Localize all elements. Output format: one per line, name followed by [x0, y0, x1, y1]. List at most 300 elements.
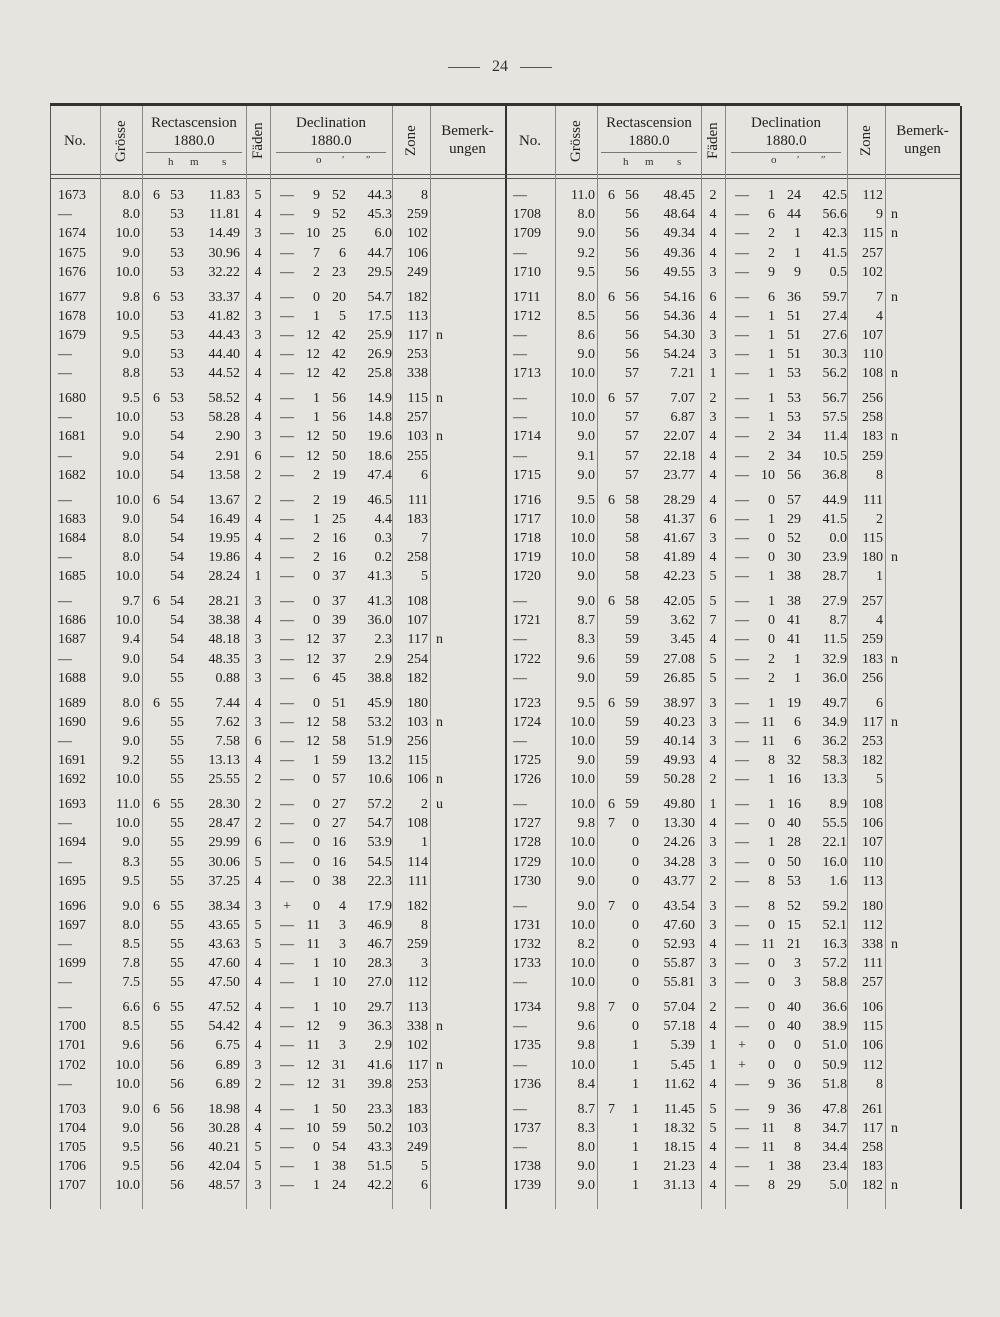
cell-dec-sign: — — [735, 835, 749, 851]
table-row — [50, 408, 505, 428]
cell-magnitude: 10.0 — [115, 772, 140, 788]
cell-number: 1696 — [58, 898, 86, 914]
cell-magnitude: 9.5 — [577, 492, 595, 508]
cell-ra-seconds: 13.30 — [663, 816, 695, 832]
cell-dec-sign: — — [735, 264, 749, 280]
cell-dec-sign: — — [280, 873, 294, 889]
cell-threads: 3 — [254, 632, 262, 648]
cell-zone: 259 — [407, 936, 428, 952]
table-row — [505, 872, 960, 892]
cell-dec-seconds: 14.8 — [367, 410, 392, 426]
cell-ra-minutes: 56 — [625, 188, 639, 203]
cell-number: 1715 — [513, 467, 541, 483]
cell-number: — — [513, 898, 527, 914]
cell-dec-seconds: 38.8 — [367, 670, 392, 686]
cell-dec-seconds: 59.7 — [822, 289, 847, 305]
header-groesse: Grösse — [113, 120, 129, 162]
cell-magnitude: 8.7 — [577, 613, 595, 629]
cell-dec-degrees: 1 — [768, 797, 775, 812]
cell-ra-hours: 6 — [153, 898, 160, 914]
cell-dec-sign: — — [280, 448, 294, 464]
cell-zone: 112 — [862, 1057, 883, 1073]
table-row — [50, 263, 505, 283]
cell-dec-seconds: 42.2 — [367, 1178, 392, 1194]
cell-dec-seconds: 36.0 — [367, 613, 392, 629]
cell-number: — — [513, 410, 527, 426]
cell-threads: 4 — [254, 347, 262, 363]
cell-threads: 4 — [254, 530, 262, 546]
cell-dec-sign: — — [280, 530, 294, 546]
cell-ra-seconds: 41.82 — [208, 308, 240, 324]
cell-dec-sign: — — [735, 873, 749, 889]
cell-number: 1729 — [513, 854, 541, 870]
header-dec-unit-deg: o — [316, 154, 322, 166]
cell-dec-seconds: 38.9 — [822, 1019, 847, 1035]
cell-dec-minutes: 16 — [332, 550, 346, 566]
header-bemerkungen-1: Bemerk- — [441, 123, 494, 139]
cell-dec-minutes: 16 — [787, 797, 801, 812]
cell-dec-sign: — — [280, 1019, 294, 1035]
cell-dec-minutes: 31 — [332, 1076, 346, 1092]
cell-dec-seconds: 53.9 — [367, 835, 392, 851]
cell-dec-minutes: 16 — [332, 854, 346, 870]
cell-number: 1722 — [513, 651, 541, 667]
cell-number: — — [513, 245, 527, 261]
cell-dec-seconds: 11.4 — [823, 429, 847, 445]
table-row — [50, 427, 505, 447]
table-row — [50, 954, 505, 974]
cell-ra-minutes: 0 — [632, 898, 639, 914]
cell-dec-minutes: 10 — [332, 975, 346, 991]
cell-threads: 4 — [254, 1000, 262, 1015]
cell-ra-minutes: 55 — [170, 753, 184, 769]
cell-dec-sign: — — [280, 429, 294, 445]
cell-dec-minutes: 41 — [787, 613, 801, 629]
cell-dec-seconds: 41.3 — [367, 569, 392, 585]
cell-dec-sign: — — [280, 492, 294, 508]
cell-magnitude: 10.0 — [570, 550, 595, 566]
cell-dec-degrees: 2 — [313, 550, 320, 566]
table-row — [50, 326, 505, 346]
cell-magnitude: 8.0 — [577, 207, 595, 223]
cell-ra-minutes: 53 — [170, 327, 184, 343]
cell-dec-sign: — — [735, 670, 749, 686]
cell-number: 1692 — [58, 772, 86, 788]
cell-number: 1714 — [513, 429, 541, 445]
cell-ra-seconds: 6.89 — [215, 1057, 240, 1073]
table-row — [505, 1157, 960, 1177]
cell-ra-minutes: 55 — [170, 1000, 184, 1015]
cell-ra-seconds: 30.06 — [208, 854, 240, 870]
cell-zone: 117 — [862, 1120, 883, 1136]
cell-magnitude: 10.0 — [570, 797, 595, 812]
cell-dec-minutes: 58 — [332, 714, 346, 730]
cell-dec-minutes: 21 — [787, 936, 801, 952]
table-row — [505, 408, 960, 428]
cell-threads: 5 — [254, 188, 262, 203]
cell-ra-seconds: 13.58 — [208, 467, 240, 483]
cell-dec-degrees: 2 — [313, 492, 320, 508]
cell-zone: 117 — [407, 327, 428, 343]
cell-ra-seconds: 38.38 — [208, 613, 240, 629]
cell-dec-degrees: 0 — [768, 854, 775, 870]
cell-number: 1733 — [513, 956, 541, 972]
cell-remark: n — [891, 550, 898, 566]
cell-ra-minutes: 59 — [625, 695, 639, 711]
table-row — [50, 529, 505, 549]
cell-zone: 182 — [407, 898, 428, 914]
cell-ra-seconds: 3.45 — [670, 632, 695, 648]
cell-remark: n — [436, 714, 443, 730]
cell-threads: 3 — [709, 733, 717, 749]
table-row — [505, 1100, 960, 1120]
cell-number: 1679 — [58, 327, 86, 343]
table-row — [50, 592, 505, 612]
cell-dec-minutes: 38 — [787, 594, 801, 609]
cell-threads: 3 — [709, 956, 717, 972]
cell-ra-minutes: 59 — [625, 772, 639, 788]
cell-threads: 4 — [709, 1076, 717, 1092]
cell-ra-minutes: 53 — [170, 226, 184, 242]
cell-magnitude: 9.0 — [577, 1159, 595, 1175]
cell-dec-seconds: 47.4 — [367, 467, 392, 483]
cell-dec-seconds: 57.2 — [822, 956, 847, 972]
cell-threads: 4 — [254, 207, 262, 223]
cell-remark: n — [891, 651, 898, 667]
cell-dec-minutes: 51 — [787, 308, 801, 324]
cell-ra-seconds: 54.36 — [663, 308, 695, 324]
cell-magnitude: 9.5 — [122, 1159, 140, 1175]
cell-ra-seconds: 40.23 — [663, 714, 695, 730]
cell-dec-degrees: 11 — [306, 936, 320, 952]
cell-threads: 5 — [254, 854, 262, 870]
cell-dec-seconds: 39.8 — [367, 1076, 392, 1092]
cell-threads: 4 — [254, 695, 262, 711]
cell-remark: u — [436, 797, 443, 812]
cell-threads: 7 — [709, 613, 717, 629]
cell-dec-degrees: 11 — [761, 936, 775, 952]
cell-ra-seconds: 16.49 — [208, 511, 240, 527]
cell-ra-hours: 6 — [608, 492, 615, 508]
cell-threads: 3 — [709, 835, 717, 851]
cell-number: 1724 — [513, 714, 541, 730]
cell-threads: 5 — [254, 1139, 262, 1155]
cell-zone: 183 — [407, 511, 428, 527]
cell-ra-seconds: 47.52 — [208, 1000, 240, 1015]
cell-ra-seconds: 54.42 — [208, 1019, 240, 1035]
cell-dec-sign: — — [735, 714, 749, 730]
cell-zone: 257 — [862, 245, 883, 261]
cell-dec-degrees: 0 — [768, 956, 775, 972]
cell-number: — — [513, 632, 527, 648]
cell-magnitude: 9.5 — [122, 327, 140, 343]
cell-dec-degrees: 1 — [768, 391, 775, 406]
table-row — [505, 1176, 960, 1196]
cell-dec-degrees: 12 — [306, 1019, 320, 1035]
cell-dec-seconds: 0.2 — [374, 550, 392, 566]
cell-dec-minutes: 0 — [794, 1038, 801, 1054]
cell-remark: n — [891, 714, 898, 730]
cell-dec-degrees: 1 — [313, 308, 320, 324]
cell-number: — — [513, 1019, 527, 1035]
cell-dec-seconds: 51.0 — [822, 1038, 847, 1054]
cell-dec-degrees: 2 — [768, 670, 775, 686]
cell-ra-seconds: 28.21 — [208, 594, 240, 609]
cell-threads: 3 — [254, 308, 262, 324]
cell-threads: 1 — [709, 1038, 717, 1054]
cell-dec-minutes: 1 — [794, 226, 801, 242]
cell-dec-sign: — — [280, 956, 294, 972]
cell-zone: 102 — [862, 264, 883, 280]
cell-ra-minutes: 56 — [625, 308, 639, 324]
cell-number: — — [513, 1101, 527, 1117]
cell-dec-sign: — — [735, 410, 749, 426]
cell-ra-minutes: 57 — [625, 391, 639, 406]
cell-dec-seconds: 10.6 — [367, 772, 392, 788]
cell-threads: 4 — [254, 264, 262, 280]
cell-ra-seconds: 48.45 — [663, 188, 695, 203]
cell-dec-seconds: 27.9 — [822, 594, 847, 609]
cell-magnitude: 10.0 — [570, 917, 595, 933]
cell-threads: 4 — [254, 550, 262, 566]
cell-number: — — [58, 492, 72, 508]
cell-number: 1703 — [58, 1101, 86, 1117]
cell-magnitude: 10.0 — [115, 264, 140, 280]
cell-magnitude: 9.8 — [577, 816, 595, 832]
cell-ra-minutes: 54 — [170, 467, 184, 483]
table-row — [50, 897, 505, 917]
cell-zone: 4 — [876, 308, 883, 324]
cell-number: 1717 — [513, 511, 541, 527]
table-row — [50, 1138, 505, 1158]
cell-dec-sign: — — [735, 936, 749, 952]
cell-ra-minutes: 54 — [170, 448, 184, 464]
cell-ra-seconds: 11.81 — [209, 207, 240, 223]
cell-dec-seconds: 27.0 — [367, 975, 392, 991]
cell-remark: n — [891, 366, 898, 382]
cell-dec-degrees: 0 — [768, 1019, 775, 1035]
cell-ra-seconds: 11.62 — [664, 1076, 695, 1092]
cell-magnitude: 9.0 — [122, 1120, 140, 1136]
cell-zone: 180 — [407, 695, 428, 711]
table-row — [505, 307, 960, 327]
cell-dec-minutes: 34 — [787, 429, 801, 445]
cell-magnitude: 10.0 — [570, 975, 595, 991]
cell-dec-seconds: 1.6 — [829, 873, 847, 889]
cell-dec-minutes: 51 — [332, 695, 346, 711]
cell-dec-seconds: 51.9 — [367, 733, 392, 749]
cell-remark: n — [891, 1178, 898, 1194]
cell-dec-degrees: 1 — [768, 511, 775, 527]
cell-dec-seconds: 42.5 — [822, 188, 847, 203]
cell-threads: 4 — [709, 207, 717, 223]
cell-number: — — [58, 448, 72, 464]
cell-zone: 108 — [407, 594, 428, 609]
cell-magnitude: 8.5 — [577, 308, 595, 324]
cell-ra-hours: 6 — [608, 797, 615, 812]
cell-magnitude: 8.0 — [122, 188, 140, 203]
cell-zone: 103 — [407, 714, 428, 730]
cell-dec-degrees: 12 — [306, 429, 320, 445]
header-ra-epoch: 1880.0 — [173, 133, 215, 149]
cell-ra-seconds: 28.30 — [208, 797, 240, 812]
cell-magnitude: 8.4 — [577, 1076, 595, 1092]
cell-threads: 3 — [254, 226, 262, 242]
cell-number: 1725 — [513, 753, 541, 769]
cell-magnitude: 9.2 — [577, 245, 595, 261]
table-row — [505, 466, 960, 486]
cell-zone: 106 — [862, 816, 883, 832]
table-row — [505, 567, 960, 587]
cell-ra-minutes: 56 — [170, 1101, 184, 1117]
cell-dec-sign: — — [735, 1000, 749, 1015]
cell-magnitude: 10.0 — [570, 410, 595, 426]
cell-zone: 111 — [408, 873, 428, 889]
cell-dec-seconds: 30.3 — [822, 347, 847, 363]
cell-dec-degrees: 1 — [313, 975, 320, 991]
cell-zone: 182 — [862, 753, 883, 769]
cell-ra-minutes: 55 — [170, 733, 184, 749]
cell-zone: 256 — [407, 733, 428, 749]
cell-threads: 3 — [709, 347, 717, 363]
cell-threads: 5 — [254, 1159, 262, 1175]
cell-dec-sign: — — [280, 714, 294, 730]
cell-magnitude: 10.0 — [115, 1057, 140, 1073]
header-bemerkungen-2: ungen — [904, 141, 941, 157]
cell-ra-minutes: 55 — [170, 695, 184, 711]
cell-ra-seconds: 29.99 — [208, 835, 240, 851]
cell-dec-degrees: 0 — [313, 289, 320, 305]
cell-magnitude: 8.3 — [577, 632, 595, 648]
cell-magnitude: 10.0 — [570, 854, 595, 870]
cell-dec-minutes: 8 — [794, 1139, 801, 1155]
cell-dec-degrees: 11 — [761, 733, 775, 749]
cell-number: 1694 — [58, 835, 86, 851]
table-row — [505, 973, 960, 993]
cell-dec-minutes: 50 — [332, 1101, 346, 1117]
cell-ra-minutes: 0 — [632, 1019, 639, 1035]
cell-ra-hours: 7 — [608, 1101, 615, 1117]
cell-dec-seconds: 51.8 — [822, 1076, 847, 1092]
cell-dec-seconds: 36.3 — [367, 1019, 392, 1035]
cell-dec-seconds: 50.2 — [367, 1120, 392, 1136]
table-row — [505, 491, 960, 511]
cell-zone: 108 — [407, 816, 428, 832]
cell-number: — — [513, 797, 527, 812]
cell-dec-seconds: 54.7 — [367, 289, 392, 305]
cell-dec-degrees: 8 — [768, 898, 775, 914]
cell-magnitude: 9.0 — [122, 429, 140, 445]
table-row — [50, 732, 505, 752]
cell-dec-degrees: 1 — [313, 1000, 320, 1015]
cell-number: 1695 — [58, 873, 86, 889]
cell-dec-sign: + — [283, 898, 291, 914]
cell-zone: 249 — [407, 264, 428, 280]
cell-dec-degrees: 2 — [768, 651, 775, 667]
cell-dec-degrees: 6 — [768, 289, 775, 305]
cell-threads: 4 — [254, 410, 262, 426]
cell-dec-seconds: 18.6 — [367, 448, 392, 464]
table-row — [505, 1075, 960, 1095]
cell-magnitude: 8.5 — [122, 936, 140, 952]
cell-threads: 3 — [254, 594, 262, 609]
cell-dec-sign: — — [280, 245, 294, 261]
cell-dec-degrees: 0 — [768, 917, 775, 933]
header-ra-unit-m: m — [190, 156, 199, 168]
cell-ra-seconds: 28.24 — [208, 569, 240, 585]
cell-zone: 182 — [407, 289, 428, 305]
cell-number: 1721 — [513, 613, 541, 629]
header-ra-unit-s: s — [222, 156, 227, 168]
cell-threads: 3 — [709, 975, 717, 991]
cell-ra-seconds: 0.88 — [215, 670, 240, 686]
cell-number: — — [58, 816, 72, 832]
cell-magnitude: 10.0 — [570, 1057, 595, 1073]
cell-ra-minutes: 58 — [625, 550, 639, 566]
table-row — [50, 288, 505, 308]
cell-dec-minutes: 53 — [787, 873, 801, 889]
cell-dec-seconds: 27.6 — [822, 327, 847, 343]
cell-ra-minutes: 56 — [170, 1038, 184, 1054]
cell-threads: 6 — [254, 448, 262, 464]
cell-dec-sign: — — [280, 1120, 294, 1136]
cell-number: — — [58, 207, 72, 223]
cell-threads: 3 — [709, 264, 717, 280]
cell-ra-seconds: 23.77 — [663, 467, 695, 483]
table-row — [505, 1119, 960, 1139]
table-row — [505, 732, 960, 752]
cell-magnitude: 9.5 — [577, 264, 595, 280]
table-row — [505, 853, 960, 873]
cell-threads: 6 — [709, 289, 717, 305]
header-dec-title: Declination — [296, 115, 366, 131]
cell-dec-minutes: 3 — [794, 956, 801, 972]
cell-zone: 253 — [407, 1076, 428, 1092]
cell-dec-degrees: 0 — [313, 898, 320, 914]
cell-ra-hours: 6 — [608, 289, 615, 305]
cell-dec-minutes: 3 — [794, 975, 801, 991]
cell-dec-minutes: 38 — [787, 1159, 801, 1175]
cell-magnitude: 8.5 — [122, 1019, 140, 1035]
cell-magnitude: 9.0 — [122, 898, 140, 914]
cell-zone: 9 — [876, 207, 883, 223]
cell-ra-hours: 6 — [153, 594, 160, 609]
cell-magnitude: 10.0 — [115, 226, 140, 242]
cell-magnitude: 9.8 — [122, 289, 140, 305]
cell-ra-hours: 6 — [608, 695, 615, 711]
cell-dec-degrees: 0 — [768, 816, 775, 832]
cell-dec-seconds: 16.3 — [822, 936, 847, 952]
cell-number: 1702 — [58, 1057, 86, 1073]
table-row — [50, 447, 505, 467]
cell-number: — — [513, 733, 527, 749]
cell-dec-minutes: 6 — [339, 245, 346, 261]
cell-dec-sign: — — [280, 917, 294, 933]
table-row — [50, 307, 505, 327]
cell-dec-sign: — — [735, 289, 749, 305]
cell-ra-seconds: 31.13 — [663, 1178, 695, 1194]
cell-ra-minutes: 54 — [170, 651, 184, 667]
table-row — [505, 935, 960, 955]
cell-dec-seconds: 44.9 — [822, 492, 847, 508]
table-row — [50, 466, 505, 486]
cell-magnitude: 7.8 — [122, 956, 140, 972]
cell-magnitude: 9.0 — [577, 347, 595, 363]
cell-dec-seconds: 0.3 — [374, 530, 392, 546]
cell-dec-degrees: 1 — [313, 511, 320, 527]
cell-threads: 3 — [254, 670, 262, 686]
cell-number: 1676 — [58, 264, 86, 280]
